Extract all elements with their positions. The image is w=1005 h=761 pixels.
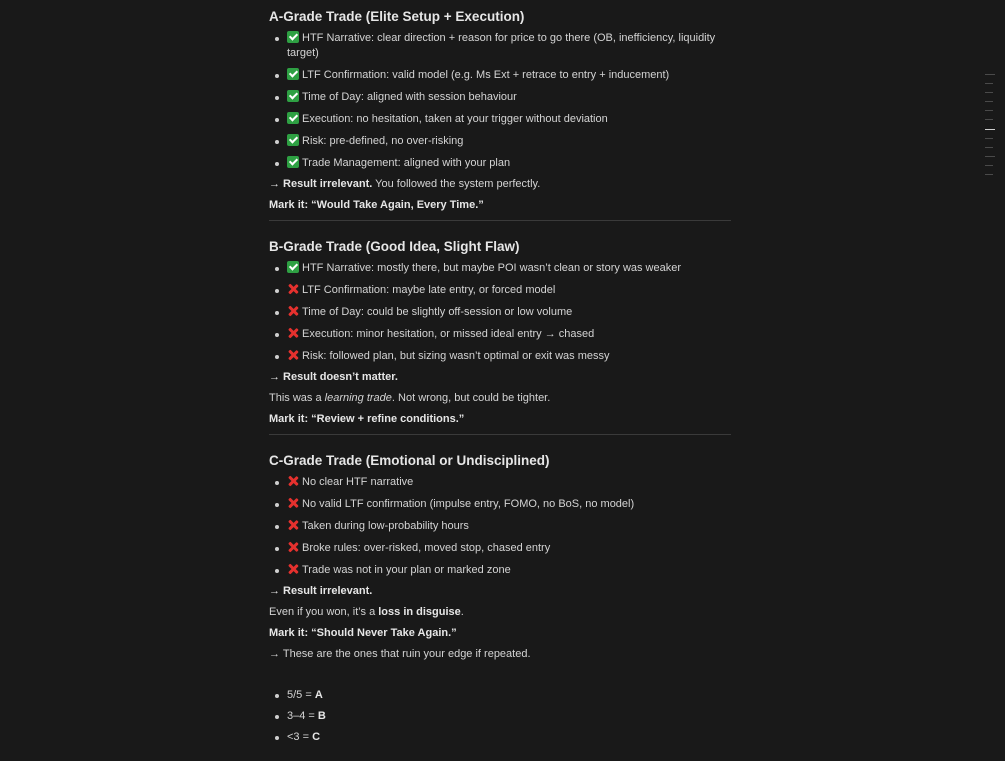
list-item: 3–4 = B	[269, 709, 731, 730]
list-item: 5/5 = A	[269, 688, 731, 709]
section-c-note: Even if you won, it’s a loss in disguise.	[269, 606, 464, 618]
outline-tick[interactable]	[985, 165, 993, 166]
check-icon	[287, 134, 299, 146]
cross-icon	[287, 349, 299, 361]
check-icon	[287, 31, 299, 43]
cross-icon	[287, 541, 299, 553]
cross-icon	[287, 283, 299, 295]
section-a-list	[269, 31, 731, 68]
section-c-mark: Mark it: “Should Never Take Again.”	[269, 627, 457, 639]
check-icon	[287, 112, 299, 124]
divider	[269, 434, 731, 435]
outline-tick[interactable]	[985, 101, 993, 102]
outline-tick[interactable]	[985, 74, 995, 75]
check-icon	[287, 156, 299, 168]
outline-tick[interactable]	[985, 119, 993, 120]
list-item: Taken during low-probability hours	[269, 519, 731, 541]
section-c-result: → Result irrelevant.	[269, 585, 373, 597]
section-b-list	[269, 261, 731, 371]
section-b-note: This was a learning trade. Not wrong, but could be tighter.	[269, 392, 551, 404]
list-item: Time of Day: could be slightly off-session or low volume	[269, 305, 731, 327]
section-c-footer: → These are the ones that ruin your edge if repeated.	[269, 648, 531, 660]
list-item: LTF Confirmation: maybe late entry, or forced model	[269, 283, 731, 305]
section-b-mark: Mark it: “Review + refine conditions.”	[269, 413, 465, 425]
list-item: Risk: followed plan, but sizing wasn’t optimal or exit was messy	[269, 349, 731, 371]
outline-tick[interactable]	[985, 156, 995, 157]
list-item: <3 = C	[269, 730, 731, 751]
check-icon	[287, 68, 299, 80]
section-c-title: C-Grade Trade (Emotional or Undisciplined)	[269, 453, 550, 468]
section-b-title: B-Grade Trade (Good Idea, Slight Flaw)	[269, 239, 520, 254]
cross-icon	[287, 305, 299, 317]
outline-tick[interactable]	[985, 110, 993, 111]
section-a-title: A-Grade Trade (Elite Setup + Execution)	[269, 9, 525, 24]
list-item: No clear HTF narrative	[269, 475, 731, 497]
list-item: HTF Narrative: clear direction + reason for price to go there (OB, inefficiency, liquidity target)	[269, 31, 731, 68]
scoring-list	[269, 688, 731, 751]
outline-tick[interactable]	[985, 138, 993, 139]
section-c-list	[269, 475, 731, 585]
section-a-mark: Mark it: “Would Take Again, Every Time.”	[269, 199, 484, 211]
list-item: Trade was not in your plan or marked zone	[269, 563, 731, 585]
cross-icon	[287, 475, 299, 487]
cross-icon	[287, 563, 299, 575]
cross-icon	[287, 519, 299, 531]
list-item: Risk: pre-defined, no over-risking	[269, 134, 731, 156]
section-a-result: → Result irrelevant. You followed the system perfectly.	[269, 178, 541, 190]
list-item: Time of Day: aligned with session behaviour	[269, 90, 731, 112]
check-icon	[287, 261, 299, 273]
list-item: Broke rules: over-risked, moved stop, chased entry	[269, 541, 731, 563]
list-item: LTF Confirmation: valid model (e.g. Ms Ext + retrace to entry + inducement)	[269, 68, 731, 90]
outline-tick-active[interactable]	[985, 129, 995, 130]
outline-tick[interactable]	[985, 147, 993, 148]
outline-tick[interactable]	[985, 92, 993, 93]
divider	[269, 220, 731, 221]
section-a-list-2	[269, 68, 731, 178]
section-b-result: → Result doesn’t matter.	[269, 371, 398, 383]
list-item: Execution: minor hesitation, or missed ideal entry → chased	[269, 327, 731, 349]
list-item: HTF Narrative: mostly there, but maybe POI wasn’t clean or story was weaker	[269, 261, 731, 283]
check-icon	[287, 90, 299, 102]
list-item: No valid LTF confirmation (impulse entry, FOMO, no BoS, no model)	[269, 497, 731, 519]
outline-tick[interactable]	[985, 83, 993, 84]
outline-tick[interactable]	[985, 174, 993, 175]
list-item: Execution: no hesitation, taken at your trigger without deviation	[269, 112, 731, 134]
cross-icon	[287, 497, 299, 509]
cross-icon	[287, 327, 299, 339]
list-item: Trade Management: aligned with your plan	[269, 156, 731, 178]
